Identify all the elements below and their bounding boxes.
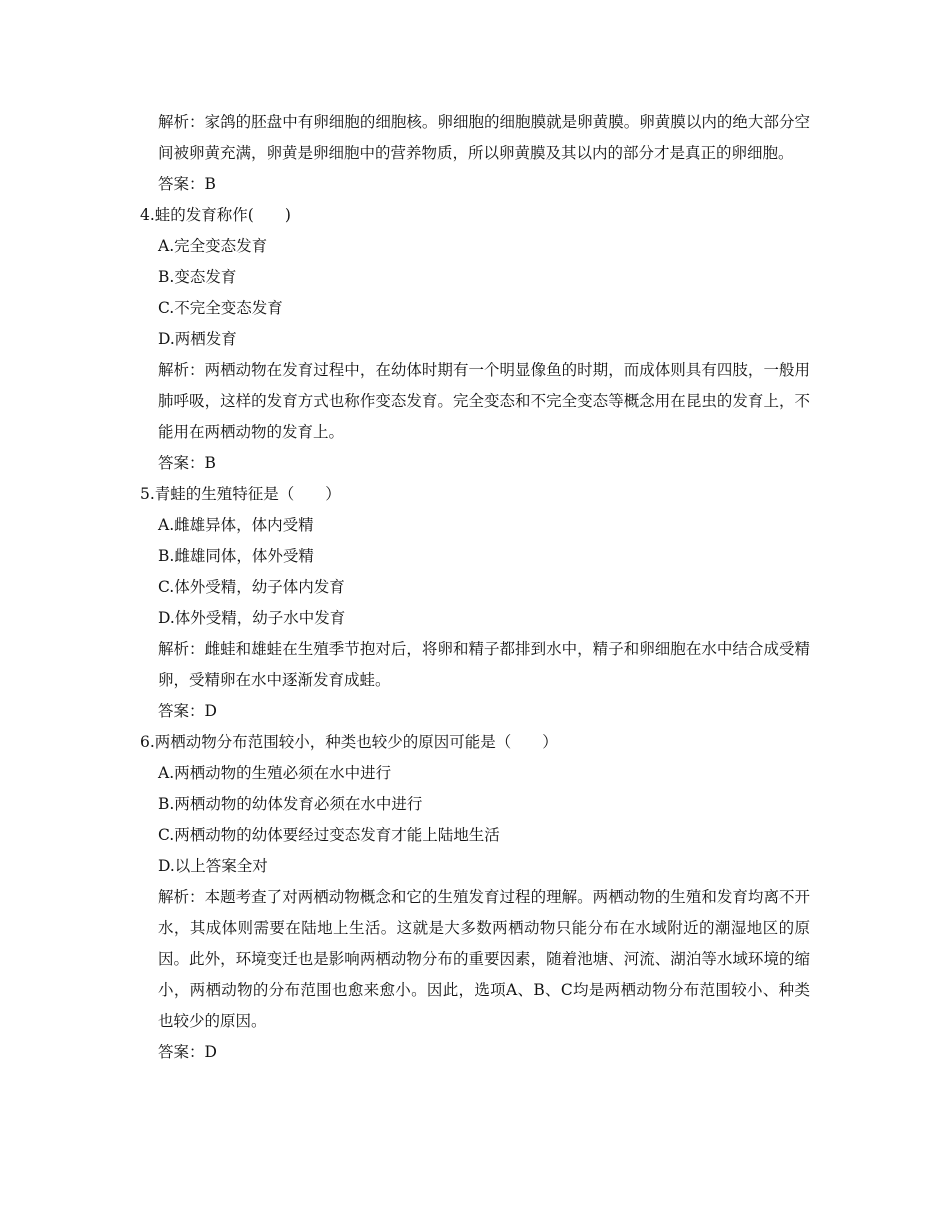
option-line: B.变态发育 [158,268,237,286]
analysis-paragraph: 解析：雌蛙和雄蛙在生殖季节抱对后，将卵和精子都排到水中，精子和卵细胞在水中结合成受精卵，受精卵在水中逐渐发育成蛙。 [158,640,810,689]
analysis-paragraph: 解析：本题考查了对两栖动物概念和它的生殖发育过程的理解。两栖动物的生殖和发育均离不开水，其成体则需要在陆地上生活。这就是大多数两栖动物只能分布在水域附近的潮湿地区的原因。此外，环境变迁也是影响两栖动物分布的重要因素，随着池塘、河流、湖泊等水域环境的缩小，两栖动物的分布范围也愈来愈小。因此，选项A、B、C均是两栖动物分布范围较小、种类也较少的原因。 [158,888,810,1030]
answer-line: 答案：B [158,175,216,193]
option-line: B.两栖动物的幼体发育必须在水中进行 [158,795,423,813]
analysis-paragraph: 解析：两栖动物在发育过程中，在幼体时期有一个明显像鱼的时期，而成体则具有四肢，一般用肺呼吸，这样的发育方式也称作变态发育。完全变态和不完全变态等概念用在昆虫的发育上，不能用在两栖动物的发育上。 [158,361,810,441]
answer-line: 答案：D [158,1043,217,1061]
option-line: A.雌雄异体，体内受精 [158,516,314,534]
option-line: B.雌雄同体，体外受精 [158,547,314,565]
option-line: D.两栖发育 [158,330,237,348]
answer-line: 答案：B [158,454,216,472]
option-line: C.不完全变态发育 [158,299,283,317]
option-line: C.体外受精，幼子体内发育 [158,578,345,596]
option-line: A.两栖动物的生殖必须在水中进行 [158,764,392,782]
option-line: D.体外受精，幼子水中发育 [158,609,346,627]
option-line: C.两栖动物的幼体要经过变态发育才能上陆地生活 [158,826,500,844]
question-stem: 5.青蛙的生殖特征是（ ） [140,485,341,503]
question-stem: 4.蛙的发育称作( ) [140,206,291,224]
option-line: D.以上答案全对 [158,857,268,875]
question-stem: 6.两栖动物分布范围较小，种类也较少的原因可能是（ ） [140,733,558,751]
analysis-paragraph: 解析：家鸽的胚盘中有卵细胞的细胞核。卵细胞的细胞膜就是卵黄膜。卵黄膜以内的绝大部分空间被卵黄充满，卵黄是卵细胞中的营养物质，所以卵黄膜及其以内的部分才是真正的卵细胞。 [158,113,810,162]
option-line: A.完全变态发育 [158,237,268,255]
answer-line: 答案：D [158,702,217,720]
document-page [140,107,810,1068]
